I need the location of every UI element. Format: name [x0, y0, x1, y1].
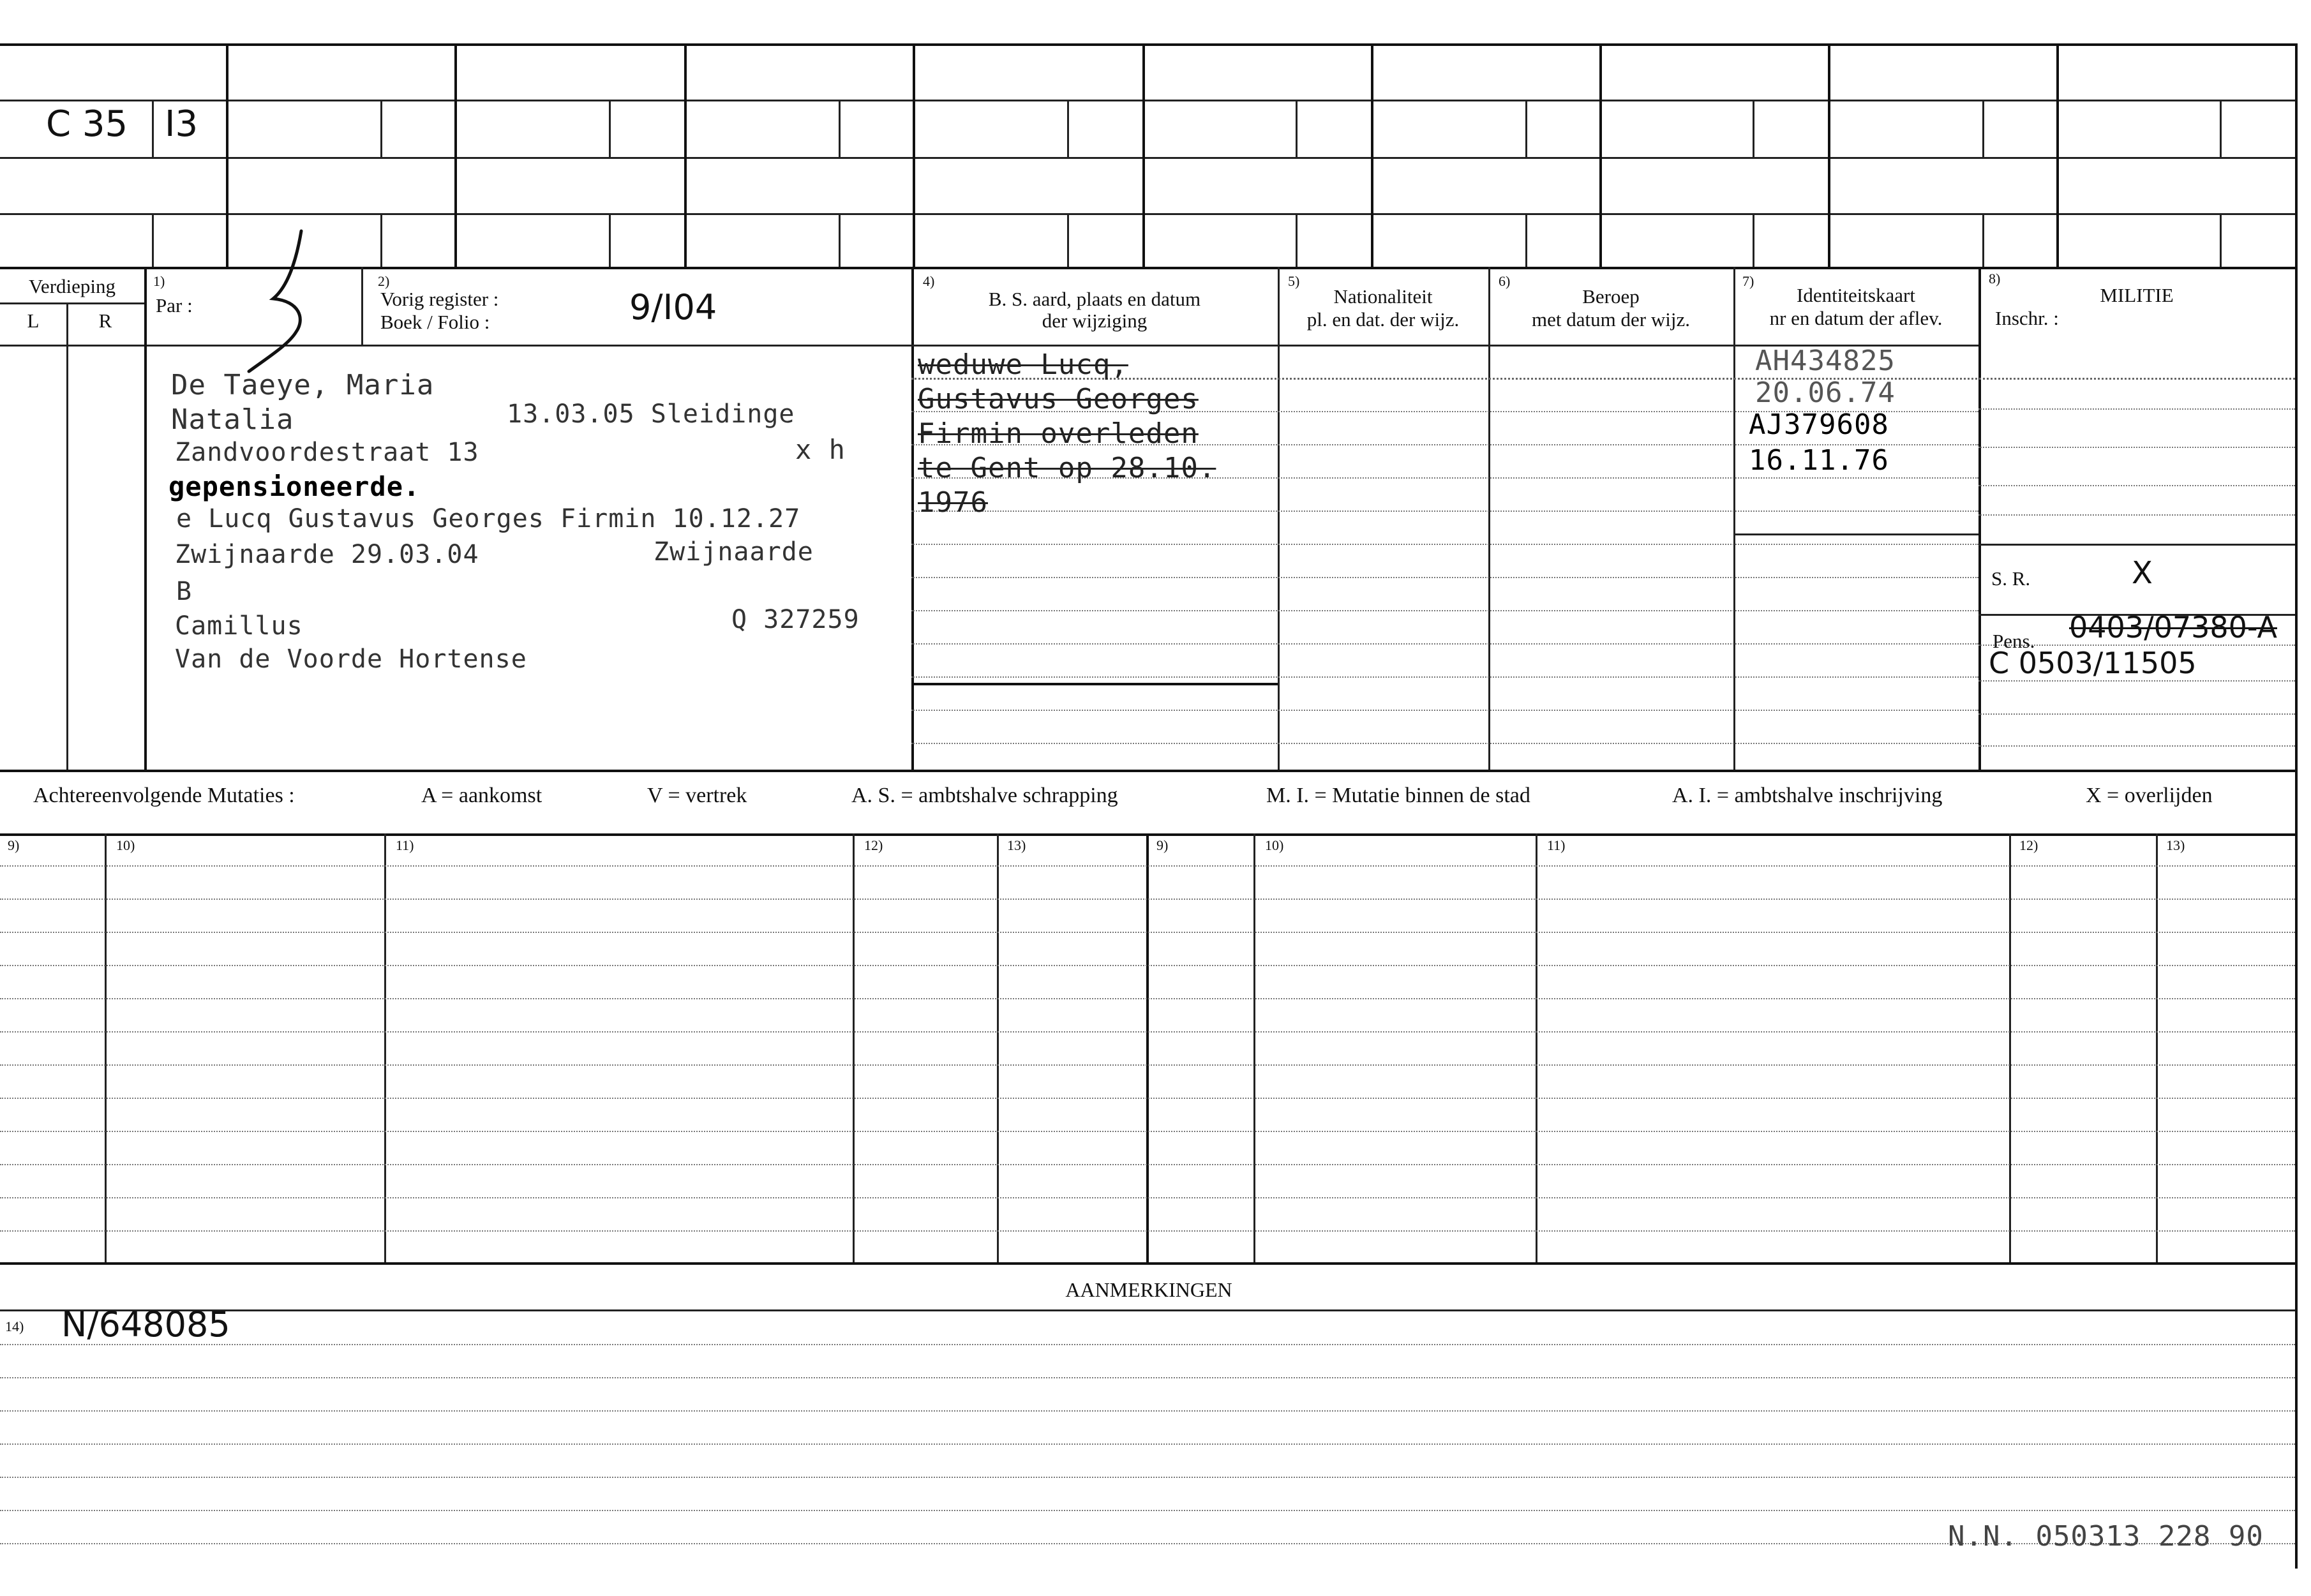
footer-code: N.N. 050313 228 90 — [1948, 1520, 2264, 1553]
mutatie-inschrijving: A. I. = ambtshalve inschrijving — [1672, 784, 1943, 807]
verdieping-label: Verdieping — [28, 275, 116, 297]
col4-number: 4) — [923, 273, 935, 289]
identiteitskaart-label: Identiteitskaart — [1797, 284, 1915, 306]
bs-change-line-5: 1976 — [918, 486, 988, 519]
bs-change-line-2: Gustavus Georges — [918, 383, 1199, 415]
mutatie-vertrek: V = vertrek — [647, 784, 747, 807]
boek-folio-value: 9/I04 — [629, 287, 717, 327]
mutatie-col-11-left: 11) — [396, 837, 414, 853]
person-reference: Q 327259 — [731, 605, 860, 634]
sr-value: X — [2132, 555, 2153, 591]
person-mother: Van de Voorde Hortense — [175, 645, 527, 674]
pens-label: Pens. — [1993, 630, 2035, 652]
nationaliteit-sub-label: pl. en dat. der wijz. — [1306, 308, 1460, 331]
col2-number: 2) — [378, 273, 390, 289]
person-mark-b: B — [176, 577, 193, 606]
person-address: Zandvoordestraat 13 — [175, 438, 479, 467]
beroep-label: Beroep — [1582, 285, 1640, 308]
id-card-date-2: 16.11.76 — [1749, 444, 1889, 477]
person-occupation: gepensioneerde. — [168, 471, 421, 502]
person-given-name: Natalia — [171, 403, 294, 436]
mutatie-col-12-right: 12) — [2019, 837, 2038, 853]
mutatie-col-13-right: 13) — [2166, 837, 2185, 853]
bs-wijziging-label: der wijziging — [1042, 310, 1148, 332]
id-card-2: AJ379608 — [1749, 408, 1889, 441]
mutatie-col-11-right: 11) — [1547, 837, 1566, 853]
verdieping-left-label: L — [27, 310, 40, 332]
nationaliteit-label: Nationaliteit — [1333, 285, 1433, 308]
beroep-sub-label: met datum der wijz. — [1532, 308, 1690, 331]
mutatie-binnen-stad: M. I. = Mutatie binnen de stad — [1266, 784, 1530, 807]
spouse-birth: Zwijnaarde 29.03.04 — [175, 540, 479, 569]
person-birth: 13.03.05 Sleidinge — [507, 399, 795, 429]
pens-value-struck: 0403/07380-A — [2069, 610, 2277, 645]
bs-change-line-1: weduwe Lucq, — [918, 348, 1128, 381]
vorig-register-label: Vorig register : — [380, 288, 499, 310]
mutatie-col-9-left: 9) — [8, 837, 20, 853]
mutatie-col-10-left: 10) — [116, 837, 135, 853]
mutatie-col-10-right: 10) — [1265, 837, 1284, 853]
col7-number: 7) — [1742, 273, 1754, 289]
person-name: De Taeye, Maria — [171, 369, 435, 401]
mutatie-col-13-left: 13) — [1007, 837, 1026, 853]
col8-number: 8) — [1989, 271, 2001, 287]
bs-aard-label: B. S. aard, plaats en datum — [988, 288, 1201, 310]
mutatie-col-9-right: 9) — [1156, 837, 1169, 853]
id-card-date-1: 20.06.74 — [1755, 377, 1896, 409]
bs-change-line-3: Firmin overleden — [918, 417, 1199, 450]
mutaties-title: Achtereenvolgende Mutaties : — [33, 784, 295, 807]
mutatie-aankomst: A = aankomst — [421, 784, 542, 807]
militie-title: MILITIE — [2100, 284, 2174, 306]
handwritten-mark — [243, 223, 332, 377]
aanmerkingen-number: 14) — [5, 1318, 24, 1334]
card-number: I3 — [165, 103, 198, 145]
spouse-birth-place: Zwijnaarde — [654, 537, 814, 567]
mutatie-schrapping: A. S. = ambtshalve schrapping — [851, 784, 1118, 807]
id-card-1: AH434825 — [1755, 345, 1896, 377]
col1-number: 1) — [153, 273, 165, 289]
inschr-label: Inschr. : — [1995, 307, 2059, 329]
col5-number: 5) — [1288, 273, 1300, 289]
par-label: Par : — [156, 294, 193, 317]
aanmerkingen-title: AANMERKINGEN — [1065, 1278, 1232, 1301]
mutatie-col-12-left: 12) — [864, 837, 883, 853]
pens-value: C 0503/11505 — [1989, 646, 2197, 680]
mutatie-overlijden: X = overlijden — [2086, 784, 2213, 807]
bs-change-line-4: te Gent op 28.10. — [918, 452, 1216, 484]
person-address-mark: x h — [795, 434, 846, 465]
aanmerkingen-value: N/648085 — [61, 1304, 230, 1345]
boek-folio-label: Boek / Folio : — [380, 311, 490, 333]
identiteitskaart-sub-label: nr en datum der aflev. — [1769, 307, 1943, 329]
person-spouse: e Lucq Gustavus Georges Firmin 10.12.27 — [176, 504, 801, 533]
sr-label: S. R. — [1991, 567, 2031, 590]
verdieping-right-label: R — [98, 310, 112, 332]
col6-number: 6) — [1499, 273, 1511, 289]
card-code: C 35 — [46, 103, 128, 145]
person-father: Camillus — [175, 611, 303, 641]
